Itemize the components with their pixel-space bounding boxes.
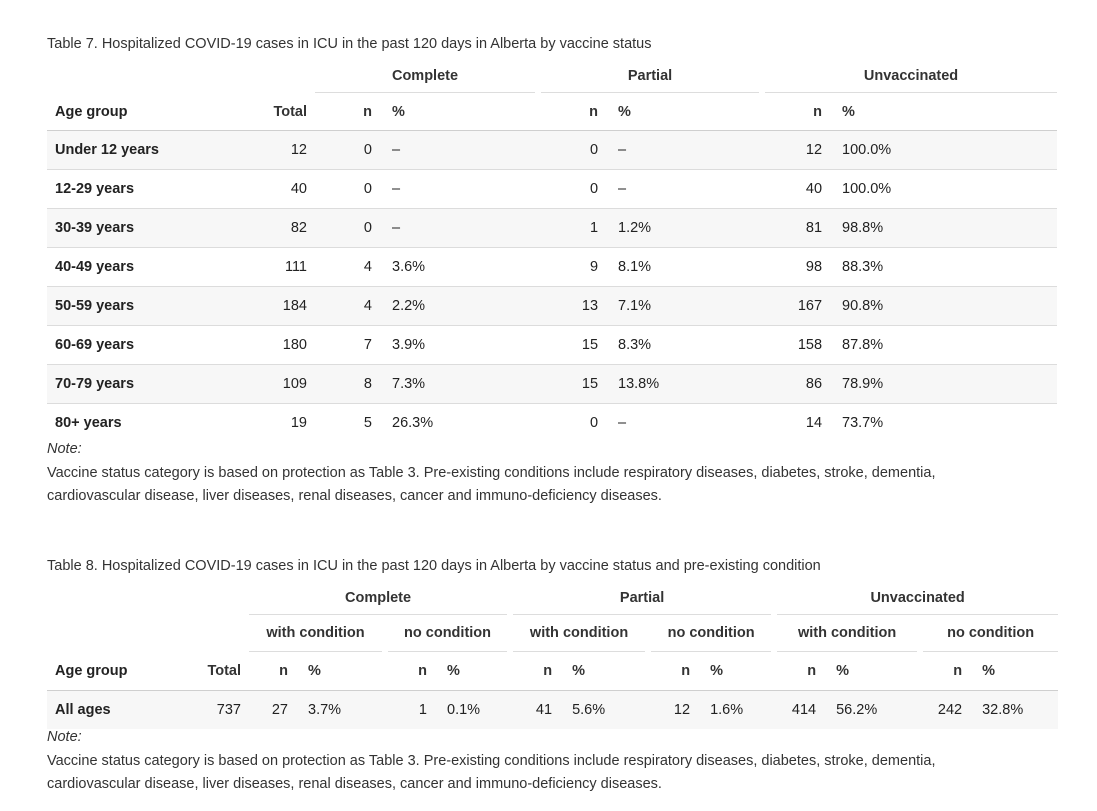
t8-cond-with: with condition — [513, 615, 645, 652]
t7-complete-n: 0 — [315, 131, 380, 170]
t7-age: 40-49 years — [47, 248, 247, 287]
table-row — [47, 131, 1057, 170]
table7 — [47, 60, 1057, 442]
t7-partial-n: 0 — [541, 131, 606, 170]
t8-partial-with-n: 41 — [513, 691, 560, 729]
t7-header-total: Total — [247, 93, 315, 131]
t7-complete-pct: – — [380, 209, 535, 248]
t7-complete-n: 4 — [315, 248, 380, 287]
t8-header-n: n — [388, 652, 435, 691]
t7-unvax-pct: 87.8% — [830, 326, 1057, 365]
t7-complete-n: 5 — [315, 404, 380, 442]
t7-age: 80+ years — [47, 404, 247, 442]
t7-total: 40 — [247, 170, 315, 209]
table8-caption: Table 8. Hospitalized COVID-19 cases in ICU in the past 120 days in Alberta by vaccine status and pre-existing condition — [47, 558, 821, 574]
t7-unvax-n: 158 — [765, 326, 830, 365]
t7-complete-pct: 7.3% — [380, 365, 535, 404]
t8-cond-with: with condition — [777, 615, 917, 652]
table-row — [47, 209, 1057, 248]
t8-cond-without: no condition — [388, 615, 507, 652]
t8-header-n: n — [249, 652, 296, 691]
t8-header-n: n — [513, 652, 560, 691]
t7-unvax-pct: 100.0% — [830, 131, 1057, 170]
t8-age: All ages — [47, 691, 194, 729]
t7-complete-pct: 26.3% — [380, 404, 535, 442]
t7-total: 19 — [247, 404, 315, 442]
t7-unvax-n: 167 — [765, 287, 830, 326]
t8-header-n: n — [777, 652, 824, 691]
t7-unvax-pct: 73.7% — [830, 404, 1057, 442]
t7-age: 12-29 years — [47, 170, 247, 209]
t7-complete-n: 7 — [315, 326, 380, 365]
t7-partial-n: 0 — [541, 170, 606, 209]
t7-complete-pct: 3.9% — [380, 326, 535, 365]
t8-header-n: n — [651, 652, 698, 691]
t7-header-n: n — [765, 93, 830, 131]
t8-cond-without: no condition — [923, 615, 1058, 652]
t8-header-pct: % — [435, 652, 507, 691]
t8-header-total: Total — [194, 652, 249, 691]
t8-complete-no-n: 1 — [388, 691, 435, 729]
t7-unvax-pct: 98.8% — [830, 209, 1057, 248]
t7-header-pct: % — [606, 93, 759, 131]
table7-note-text: Vaccine status category is based on protection as Table 3. Pre-existing conditions include respiratory diseases, diabetes, stroke, dementia, cardiovascular disease, liver diseases, renal diseases, cancer and immuno-deficiency diseases. — [47, 465, 936, 504]
table7-body — [47, 131, 1057, 442]
t7-partial-n: 0 — [541, 404, 606, 442]
t7-header-n: n — [315, 93, 380, 131]
t7-partial-pct: 8.1% — [606, 248, 759, 287]
t7-complete-n: 8 — [315, 365, 380, 404]
table8-note-text: Vaccine status category is based on protection as Table 3. Pre-existing conditions include respiratory diseases, diabetes, stroke, dementia, cardiovascular disease, liver diseases, renal diseases, cancer and immuno-deficiency diseases. — [47, 753, 936, 792]
t7-total: 111 — [247, 248, 315, 287]
t8-header-n: n — [923, 652, 970, 691]
t7-unvax-n: 81 — [765, 209, 830, 248]
t7-complete-pct: 3.6% — [380, 248, 535, 287]
t7-age: 30-39 years — [47, 209, 247, 248]
t8-total: 737 — [194, 691, 249, 729]
t8-complete-no-pct: 0.1% — [435, 691, 507, 729]
t7-unvax-n: 14 — [765, 404, 830, 442]
t7-partial-pct: – — [606, 170, 759, 209]
t7-group-complete: Complete — [315, 60, 535, 93]
t7-partial-n: 9 — [541, 248, 606, 287]
t7-partial-pct: – — [606, 131, 759, 170]
table-row — [47, 365, 1057, 404]
t7-group-unvaccinated: Unvaccinated — [765, 60, 1057, 93]
t7-header-n: n — [541, 93, 606, 131]
t7-unvax-n: 86 — [765, 365, 830, 404]
t7-group-partial: Partial — [541, 60, 759, 93]
t7-complete-n: 0 — [315, 209, 380, 248]
t7-complete-n: 4 — [315, 287, 380, 326]
t8-partial-no-pct: 1.6% — [698, 691, 771, 729]
t7-total: 180 — [247, 326, 315, 365]
table-row — [47, 404, 1057, 442]
t7-complete-pct: – — [380, 170, 535, 209]
t8-partial-with-pct: 5.6% — [560, 691, 645, 729]
table8 — [47, 582, 1058, 729]
t7-header-pct: % — [380, 93, 535, 131]
t8-complete-with-n: 27 — [249, 691, 296, 729]
t8-group-unvaccinated: Unvaccinated — [777, 582, 1058, 615]
t7-unvax-n: 40 — [765, 170, 830, 209]
t8-complete-with-pct: 3.7% — [296, 691, 382, 729]
t7-total: 82 — [247, 209, 315, 248]
t7-header-pct: % — [830, 93, 1057, 131]
t7-partial-pct: 7.1% — [606, 287, 759, 326]
t7-partial-n: 15 — [541, 365, 606, 404]
t8-unvax-with-pct: 56.2% — [824, 691, 917, 729]
t7-partial-pct: 8.3% — [606, 326, 759, 365]
t7-age: 50-59 years — [47, 287, 247, 326]
t7-partial-n: 1 — [541, 209, 606, 248]
t7-partial-pct: – — [606, 404, 759, 442]
t8-header-pct: % — [560, 652, 645, 691]
table-row — [47, 248, 1057, 287]
table-row — [47, 287, 1057, 326]
t7-age: 70-79 years — [47, 365, 247, 404]
t7-partial-n: 13 — [541, 287, 606, 326]
t8-unvax-with-n: 414 — [777, 691, 824, 729]
t7-complete-n: 0 — [315, 170, 380, 209]
t7-complete-pct: – — [380, 131, 535, 170]
table8-note-label: Note: — [47, 729, 82, 745]
t7-unvax-pct: 88.3% — [830, 248, 1057, 287]
t8-header-pct: % — [698, 652, 771, 691]
t7-partial-n: 15 — [541, 326, 606, 365]
t7-unvax-n: 12 — [765, 131, 830, 170]
t8-header-age: Age group — [47, 652, 194, 691]
t7-partial-pct: 13.8% — [606, 365, 759, 404]
t7-age: 60-69 years — [47, 326, 247, 365]
t7-unvax-n: 98 — [765, 248, 830, 287]
t8-cond-with: with condition — [249, 615, 382, 652]
t8-group-partial: Partial — [513, 582, 771, 615]
t8-unvax-no-n: 242 — [923, 691, 970, 729]
table-row — [47, 326, 1057, 365]
t7-partial-pct: 1.2% — [606, 209, 759, 248]
t8-header-pct: % — [296, 652, 382, 691]
t8-cond-without: no condition — [651, 615, 771, 652]
t7-header-age: Age group — [47, 93, 247, 131]
t7-unvax-pct: 100.0% — [830, 170, 1057, 209]
t7-complete-pct: 2.2% — [380, 287, 535, 326]
t7-total: 109 — [247, 365, 315, 404]
table-row — [47, 691, 1058, 729]
t7-unvax-pct: 90.8% — [830, 287, 1057, 326]
table-row — [47, 170, 1057, 209]
t8-partial-no-n: 12 — [651, 691, 698, 729]
t8-header-pct: % — [970, 652, 1058, 691]
t7-age: Under 12 years — [47, 131, 247, 170]
t8-header-pct: % — [824, 652, 917, 691]
t8-unvax-no-pct: 32.8% — [970, 691, 1058, 729]
table7-note-label: Note: — [47, 441, 82, 457]
t7-total: 12 — [247, 131, 315, 170]
t7-unvax-pct: 78.9% — [830, 365, 1057, 404]
t7-total: 184 — [247, 287, 315, 326]
t8-group-complete: Complete — [249, 582, 507, 615]
table7-caption: Table 7. Hospitalized COVID-19 cases in ICU in the past 120 days in Alberta by vaccine status — [47, 36, 652, 52]
